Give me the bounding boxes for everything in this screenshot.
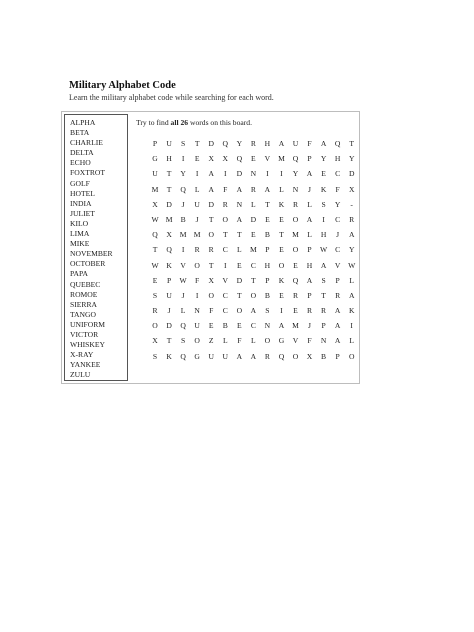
word-list-item: UNIFORM bbox=[70, 319, 106, 329]
grid-letter[interactable]: U bbox=[152, 169, 158, 179]
grid-letter[interactable]: D bbox=[236, 275, 243, 285]
grid-letter[interactable]: I bbox=[223, 169, 227, 179]
grid-letter[interactable]: S bbox=[321, 275, 326, 285]
grid-letter[interactable]: T bbox=[236, 290, 242, 300]
grid-letter[interactable]: N bbox=[194, 306, 200, 316]
instructions-prefix: Try to find bbox=[136, 118, 171, 127]
word-list-item: QUEBEC bbox=[70, 279, 101, 289]
grid-letter[interactable]: G bbox=[194, 351, 200, 361]
grid-letter[interactable]: C bbox=[250, 321, 256, 331]
grid-letter[interactable]: K bbox=[348, 306, 355, 316]
grid-letter[interactable]: Y bbox=[320, 154, 327, 164]
grid-letter[interactable]: M bbox=[292, 230, 299, 240]
grid-letter[interactable]: O bbox=[194, 336, 200, 346]
grid-letter[interactable]: Q bbox=[292, 154, 299, 164]
word-list-item: SIERRA bbox=[70, 299, 98, 309]
grid-letter[interactable]: N bbox=[236, 199, 243, 209]
grid-letter[interactable]: L bbox=[349, 336, 354, 346]
grid-letter[interactable]: P bbox=[335, 351, 340, 361]
grid-letter[interactable]: R bbox=[335, 290, 341, 300]
grid-letter[interactable]: L bbox=[279, 184, 284, 194]
grid-letter[interactable]: O bbox=[278, 260, 285, 270]
grid-letter[interactable]: G bbox=[152, 154, 158, 164]
grid-letter[interactable]: L bbox=[349, 275, 354, 285]
grid-letter[interactable]: M bbox=[151, 184, 159, 194]
grid-letter[interactable]: D bbox=[208, 199, 214, 209]
grid-letter[interactable]: T bbox=[152, 245, 158, 255]
word-list-item: YANKEE bbox=[70, 360, 101, 370]
grid-letter[interactable]: A bbox=[236, 351, 243, 361]
grid-letter[interactable]: F bbox=[335, 184, 340, 194]
grid-letter[interactable]: A bbox=[278, 139, 285, 148]
grid-letter[interactable]: E bbox=[279, 245, 284, 255]
grid-letter[interactable]: R bbox=[250, 184, 256, 194]
grid-letter[interactable]: T bbox=[279, 230, 284, 240]
grid-letter[interactable]: E bbox=[321, 169, 326, 179]
grid-letter[interactable]: A bbox=[320, 139, 327, 148]
grid-letter[interactable]: I bbox=[181, 154, 185, 164]
grid-letter[interactable]: A bbox=[348, 230, 355, 240]
word-list-item: WHISKEY bbox=[70, 340, 106, 350]
grid-letter[interactable]: D bbox=[236, 169, 243, 179]
grid-letter[interactable]: D bbox=[166, 199, 172, 209]
grid-letter[interactable]: A bbox=[236, 184, 243, 194]
grid-letter[interactable]: A bbox=[208, 169, 214, 179]
grid-letter[interactable]: Q bbox=[166, 245, 172, 255]
grid-letter[interactable]: I bbox=[350, 321, 353, 331]
grid-letter[interactable]: A bbox=[250, 306, 257, 316]
word-list-item: VICTOR bbox=[70, 329, 99, 339]
grid-letter[interactable]: C bbox=[222, 245, 228, 255]
grid-letter[interactable]: C bbox=[335, 169, 341, 179]
grid-letter[interactable]: T bbox=[265, 199, 270, 209]
grid-letter[interactable]: A bbox=[264, 184, 271, 194]
grid-letter[interactable]: A bbox=[320, 260, 327, 270]
grid-letter[interactable]: M bbox=[179, 230, 187, 240]
grid-letter[interactable]: O bbox=[250, 290, 257, 300]
grid-letter[interactable]: T bbox=[208, 260, 214, 270]
grid-letter[interactable]: X bbox=[166, 230, 172, 240]
grid-letter[interactable]: S bbox=[265, 306, 270, 316]
grid-letter[interactable]: B bbox=[321, 351, 327, 361]
grid-letter[interactable]: M bbox=[249, 245, 257, 255]
grid-letter[interactable]: T bbox=[251, 275, 256, 285]
grid-letter[interactable]: M bbox=[292, 321, 299, 331]
grid-letter[interactable]: J bbox=[167, 306, 171, 316]
grid-letter[interactable]: B bbox=[264, 230, 270, 240]
grid-letter[interactable]: O bbox=[348, 351, 355, 361]
grid-letter[interactable]: U bbox=[194, 199, 200, 209]
grid-letter[interactable]: W bbox=[151, 214, 159, 224]
grid-letter[interactable]: F bbox=[209, 306, 214, 316]
grid-letter[interactable]: Q bbox=[334, 139, 341, 148]
grid-letter[interactable]: Q bbox=[180, 184, 186, 194]
grid-letter[interactable]: X bbox=[348, 184, 355, 194]
grid-letter[interactable]: O bbox=[208, 230, 214, 240]
grid-letter[interactable]: Q bbox=[222, 139, 228, 148]
word-list-item: KILO bbox=[70, 218, 89, 228]
instructions-count: all 26 bbox=[170, 118, 189, 127]
word-list-item: ECHO bbox=[70, 158, 91, 168]
grid-letter[interactable]: P bbox=[307, 154, 312, 164]
word-list-item: HOTEL bbox=[70, 188, 95, 198]
grid-letter[interactable]: B bbox=[222, 321, 228, 331]
grid-letter[interactable]: E bbox=[265, 214, 270, 224]
grid-letter[interactable]: M bbox=[193, 230, 201, 240]
grid-letter[interactable]: R bbox=[152, 306, 158, 316]
word-list-item: ROMOE bbox=[70, 289, 98, 299]
word-list-item: MIKE bbox=[70, 239, 90, 249]
grid-letter[interactable]: E bbox=[208, 321, 214, 331]
grid-letter[interactable]: R bbox=[250, 139, 256, 148]
grid-letter[interactable]: K bbox=[166, 351, 172, 361]
grid-letter[interactable]: L bbox=[251, 199, 256, 209]
grid-letter[interactable]: K bbox=[320, 184, 327, 194]
grid-letter[interactable]: A bbox=[334, 321, 341, 331]
grid-letter[interactable]: I bbox=[322, 214, 325, 224]
grid-letter[interactable]: T bbox=[166, 169, 172, 179]
grid-letter[interactable]: S bbox=[152, 351, 158, 361]
grid-letter[interactable]: A bbox=[278, 321, 285, 331]
grid-letter[interactable]: A bbox=[306, 169, 313, 179]
grid-letter[interactable]: N bbox=[250, 169, 257, 179]
grid-letter[interactable]: J bbox=[181, 290, 185, 300]
grid-letter[interactable]: Q bbox=[236, 154, 243, 164]
grid-letter[interactable]: Y bbox=[348, 245, 355, 255]
grid-letter[interactable]: N bbox=[292, 184, 299, 194]
grid-letter[interactable]: O bbox=[194, 260, 200, 270]
word-list-item: OCTOBER bbox=[70, 259, 106, 269]
grid-letter[interactable]: E bbox=[293, 306, 298, 316]
grid-letter[interactable]: Y bbox=[236, 139, 243, 148]
grid-letter[interactable]: Q bbox=[180, 321, 186, 331]
grid-letter[interactable]: A bbox=[348, 290, 355, 300]
grid-letter[interactable]: B bbox=[264, 290, 270, 300]
grid-letter[interactable]: H bbox=[320, 230, 327, 240]
grid-letter[interactable]: J bbox=[336, 230, 340, 240]
grid-letter[interactable]: L bbox=[307, 230, 312, 240]
grid-letter[interactable]: D bbox=[166, 321, 172, 331]
grid-letter[interactable]: P bbox=[265, 275, 270, 285]
grid-letter[interactable]: A bbox=[208, 184, 214, 194]
grid-letter[interactable]: U bbox=[166, 139, 172, 148]
grid-letter[interactable]: R bbox=[349, 214, 355, 224]
page-title: Military Alphabet Code bbox=[69, 80, 176, 91]
grid-letter[interactable]: R bbox=[264, 351, 270, 361]
grid-letter[interactable]: I bbox=[181, 245, 185, 255]
grid-letter[interactable]: U bbox=[194, 321, 200, 331]
word-list-item: INDIA bbox=[70, 198, 92, 208]
grid-letter[interactable]: Q bbox=[292, 275, 299, 285]
grid-letter[interactable]: S bbox=[321, 199, 326, 209]
grid-letter[interactable]: N bbox=[320, 336, 327, 346]
grid-letter[interactable]: L bbox=[222, 336, 228, 346]
grid-letter[interactable]: P bbox=[166, 275, 172, 285]
grid-letter[interactable]: - bbox=[350, 199, 353, 209]
grid-letter[interactable]: V bbox=[222, 275, 228, 285]
grid-letter[interactable]: E bbox=[251, 230, 256, 240]
grid-letter[interactable]: R bbox=[194, 245, 200, 255]
grid-letter[interactable]: A bbox=[250, 351, 257, 361]
grid-letter[interactable]: H bbox=[334, 154, 341, 164]
grid-letter[interactable]: N bbox=[264, 321, 271, 331]
instructions bbox=[136, 118, 252, 127]
grid-letter[interactable]: O bbox=[292, 214, 299, 224]
word-list-item: CHARLIE bbox=[70, 138, 103, 148]
grid-letter[interactable]: E bbox=[279, 290, 284, 300]
grid-letter[interactable]: G bbox=[278, 336, 285, 346]
grid-letter[interactable]: F bbox=[307, 139, 312, 148]
grid-letter[interactable]: O bbox=[292, 245, 299, 255]
grid-letter[interactable]: M bbox=[278, 154, 285, 164]
word-list-item: ZULU bbox=[70, 370, 91, 380]
grid-letter[interactable]: V bbox=[334, 260, 341, 270]
grid-letter[interactable]: C bbox=[222, 306, 228, 316]
grid-letter[interactable]: T bbox=[222, 230, 228, 240]
grid-letter[interactable]: T bbox=[208, 214, 214, 224]
grid-letter[interactable]: I bbox=[266, 169, 269, 179]
page-subtitle: Learn the military alphabet code while searching for each word. bbox=[69, 93, 274, 102]
grid-letter[interactable]: C bbox=[335, 245, 341, 255]
grid-letter[interactable]: A bbox=[306, 214, 313, 224]
grid-letter[interactable]: Y bbox=[334, 199, 341, 209]
grid-letter[interactable]: R bbox=[208, 245, 214, 255]
grid-letter[interactable]: O bbox=[236, 306, 243, 316]
grid-letter[interactable]: Y bbox=[292, 169, 299, 179]
word-list-item: GOLF bbox=[70, 178, 90, 188]
grid-letter[interactable]: E bbox=[279, 214, 284, 224]
grid-letter[interactable]: Y bbox=[180, 169, 186, 179]
grid-letter[interactable]: B bbox=[180, 214, 186, 224]
instructions-suffix: words on this board. bbox=[188, 118, 252, 127]
grid-letter[interactable]: S bbox=[181, 139, 186, 148]
grid-letter[interactable]: I bbox=[195, 290, 199, 300]
grid-letter[interactable]: D bbox=[208, 139, 214, 148]
grid-letter[interactable]: I bbox=[195, 169, 199, 179]
grid-letter[interactable]: H bbox=[264, 139, 271, 148]
grid-letter[interactable]: A bbox=[306, 275, 313, 285]
grid-letter[interactable]: R bbox=[321, 306, 327, 316]
grid-letter[interactable]: P bbox=[307, 245, 312, 255]
grid-letter[interactable]: I bbox=[280, 306, 283, 316]
word-list-item: ALPHA bbox=[70, 118, 96, 127]
grid-letter[interactable]: R bbox=[292, 290, 299, 300]
grid-letter[interactable]: Q bbox=[180, 351, 186, 361]
grid-letter[interactable]: X bbox=[222, 154, 228, 164]
grid-letter[interactable]: P bbox=[321, 321, 326, 331]
grid-letter[interactable]: T bbox=[194, 139, 200, 148]
grid-letter[interactable]: S bbox=[181, 336, 186, 346]
grid-letter[interactable]: T bbox=[321, 290, 326, 300]
grid-letter[interactable]: W bbox=[320, 245, 328, 255]
grid-letter[interactable]: V bbox=[292, 336, 299, 346]
grid-letter[interactable]: X bbox=[208, 275, 214, 285]
grid-letter[interactable]: O bbox=[264, 336, 271, 346]
grid-letter[interactable]: D bbox=[250, 214, 257, 224]
grid-letter[interactable]: T bbox=[236, 230, 242, 240]
word-list-item: JULIET bbox=[70, 208, 95, 218]
grid-letter[interactable]: C bbox=[222, 290, 228, 300]
grid-letter[interactable]: I bbox=[223, 260, 227, 270]
grid-letter[interactable]: U bbox=[166, 290, 172, 300]
grid-letter[interactable]: I bbox=[280, 169, 283, 179]
grid-letter[interactable]: Q bbox=[278, 351, 285, 361]
grid-letter[interactable]: U bbox=[208, 351, 214, 361]
grid-letter[interactable]: F bbox=[237, 336, 242, 346]
grid-letter[interactable]: M bbox=[165, 214, 173, 224]
grid-letter[interactable]: O bbox=[222, 214, 228, 224]
grid-letter[interactable]: F bbox=[307, 336, 312, 346]
grid-letter[interactable]: R bbox=[292, 199, 299, 209]
grid-letter[interactable]: U bbox=[222, 351, 228, 361]
grid-letter[interactable]: L bbox=[180, 306, 186, 316]
grid-letter[interactable]: X bbox=[306, 351, 313, 361]
grid-letter[interactable]: P bbox=[307, 290, 312, 300]
word-list-item: X-RAY bbox=[70, 350, 94, 360]
grid-letter[interactable]: J bbox=[308, 184, 312, 194]
grid-letter[interactable]: X bbox=[152, 199, 158, 209]
grid-letter[interactable]: Q bbox=[152, 230, 158, 240]
word-list-item: FOXTROT bbox=[70, 168, 106, 178]
grid-letter[interactable]: R bbox=[307, 306, 313, 316]
grid-letter[interactable]: E bbox=[293, 260, 298, 270]
grid-letter[interactable]: W bbox=[179, 275, 187, 285]
word-list-item: DELTA bbox=[70, 148, 94, 158]
grid-letter[interactable]: X bbox=[208, 154, 214, 164]
grid-letter[interactable]: W bbox=[151, 260, 159, 270]
grid-letter[interactable]: L bbox=[251, 336, 256, 346]
grid-letter[interactable]: E bbox=[236, 321, 242, 331]
grid-letter[interactable]: O bbox=[292, 351, 299, 361]
word-list-item: LIMA bbox=[70, 229, 90, 239]
grid-letter[interactable]: T bbox=[166, 184, 172, 194]
grid-letter[interactable]: K bbox=[166, 260, 172, 270]
grid-letter[interactable]: W bbox=[348, 260, 356, 270]
letter-grid bbox=[148, 136, 359, 364]
grid-letter[interactable]: H bbox=[306, 260, 313, 270]
grid-letter[interactable]: O bbox=[208, 290, 214, 300]
grid-letter[interactable]: U bbox=[292, 139, 299, 148]
grid-letter[interactable]: A bbox=[236, 214, 243, 224]
grid-letter[interactable]: V bbox=[264, 154, 271, 164]
grid-letter[interactable]: A bbox=[334, 336, 341, 346]
word-list bbox=[64, 114, 128, 381]
grid-letter[interactable]: D bbox=[348, 169, 355, 179]
grid-letter[interactable]: F bbox=[195, 275, 200, 285]
grid-letter[interactable]: C bbox=[250, 260, 256, 270]
grid-letter[interactable]: C bbox=[335, 214, 341, 224]
grid-letter[interactable]: E bbox=[251, 154, 256, 164]
grid-letter[interactable]: Y bbox=[348, 154, 355, 164]
grid-letter[interactable]: P bbox=[152, 139, 158, 148]
grid-letter[interactable]: L bbox=[194, 184, 200, 194]
grid-letter[interactable]: E bbox=[152, 275, 158, 285]
grid-letter[interactable]: Z bbox=[208, 336, 214, 346]
grid-letter[interactable]: K bbox=[278, 199, 285, 209]
grid-letter[interactable]: E bbox=[194, 154, 200, 164]
grid-letter[interactable]: K bbox=[278, 275, 285, 285]
grid-letter[interactable]: R bbox=[222, 199, 228, 209]
grid-letter[interactable]: J bbox=[308, 321, 312, 331]
grid-letter[interactable]: P bbox=[265, 245, 270, 255]
grid-letter[interactable]: T bbox=[349, 139, 354, 148]
grid-letter[interactable]: H bbox=[264, 260, 271, 270]
grid-letter[interactable]: J bbox=[181, 199, 185, 209]
word-list-item: PAPA bbox=[70, 269, 89, 279]
grid-letter[interactable]: L bbox=[307, 199, 312, 209]
grid-letter[interactable]: E bbox=[236, 260, 242, 270]
grid-letter[interactable]: P bbox=[335, 275, 340, 285]
grid-letter[interactable]: J bbox=[195, 214, 199, 224]
grid-letter[interactable]: H bbox=[166, 154, 172, 164]
grid-letter[interactable]: A bbox=[334, 306, 341, 316]
grid-letter[interactable]: S bbox=[152, 290, 158, 300]
word-list-item: TANGO bbox=[70, 309, 96, 319]
grid-letter[interactable]: T bbox=[166, 336, 172, 346]
word-list-item: BETA bbox=[70, 128, 90, 138]
word-list-item: NOVEMBER bbox=[70, 249, 113, 259]
grid-letter[interactable]: F bbox=[223, 184, 228, 194]
grid-letter[interactable]: O bbox=[152, 321, 158, 331]
grid-letter[interactable]: V bbox=[180, 260, 186, 270]
grid-letter[interactable]: L bbox=[236, 245, 242, 255]
grid-letter[interactable]: X bbox=[152, 336, 158, 346]
